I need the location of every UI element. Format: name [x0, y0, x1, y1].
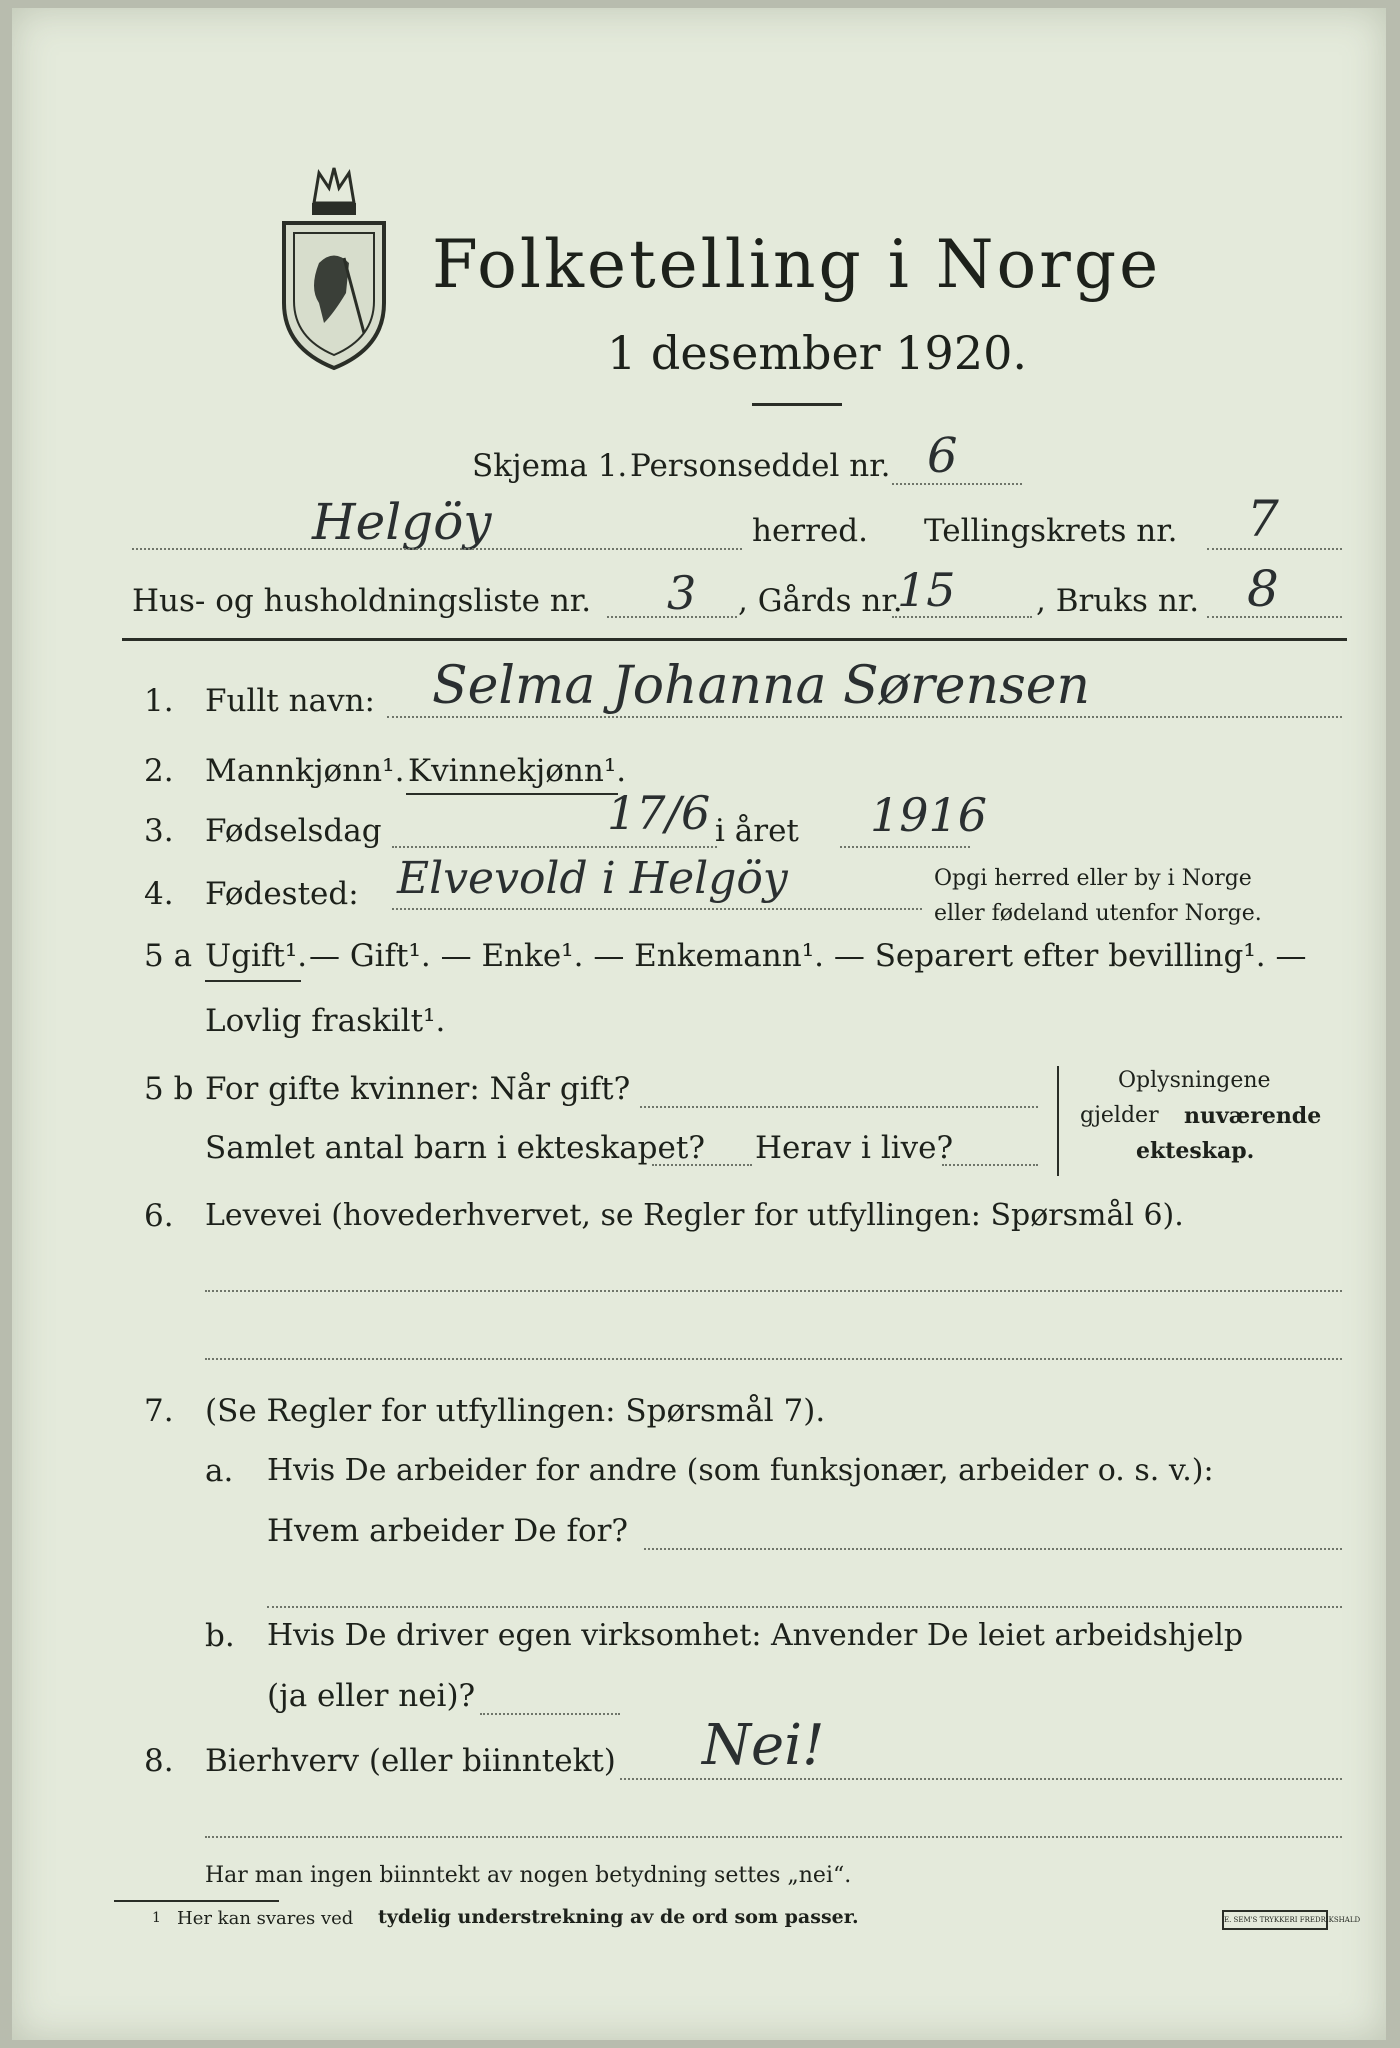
q5b-alive-line — [942, 1164, 1038, 1166]
husliste-value: 3 — [667, 566, 697, 620]
footnote-bold: tydelig understrekning av de ord som passer. — [378, 1906, 859, 1928]
q3-year-value: 1916 — [870, 788, 988, 842]
q3-value: 17/6 — [607, 786, 711, 840]
q7b-line — [480, 1713, 620, 1715]
q4-label: Fødested: — [205, 876, 359, 912]
q5b-children-label: Samlet antal barn i ekteskapet? — [205, 1130, 705, 1166]
gards-label: , Gårds nr. — [738, 583, 903, 619]
skjema-label: Skjema 1. — [472, 448, 628, 484]
q8-extra-line — [205, 1836, 1342, 1838]
q4-number: 4. — [144, 876, 174, 912]
form-date: 1 desember 1920. — [607, 326, 1027, 380]
footnote-rule — [114, 1900, 279, 1902]
q7b-label: Hvis De driver egen virksomhet: Anvender De leiet arbeidshjelp — [267, 1618, 1244, 1653]
q5a-number: 5 a — [144, 938, 193, 974]
personseddel-value: 6 — [927, 428, 958, 484]
herred-line — [132, 548, 742, 550]
q1-value: Selma Johanna Sørensen — [432, 656, 1091, 716]
footnote-pre: Her kan svares ved — [177, 1908, 354, 1929]
census-form — [12, 8, 1386, 2040]
q5b-alive-label: Herav i live? — [755, 1130, 954, 1166]
q4-value: Elvevold i Helgöy — [397, 853, 788, 904]
q4-line — [392, 908, 922, 910]
q7-label: (Se Regler for utfyllingen: Spørsmål 7). — [205, 1393, 826, 1429]
q5b-note-2a: gjelder — [1080, 1103, 1159, 1128]
title-divider — [752, 403, 842, 406]
q3-line — [392, 846, 717, 848]
husliste-line — [607, 616, 737, 618]
q5a-ugift: Ugift¹. — [205, 938, 308, 974]
q5b-note-3: ekteskap. — [1136, 1138, 1255, 1164]
q4-note-2: eller fødeland utenfor Norge. — [934, 901, 1262, 926]
bruks-value: 8 — [1247, 560, 1279, 618]
footer-note: Har man ingen biinntekt av nogen betydning settes „nei“. — [205, 1863, 852, 1888]
q7-number: 7. — [144, 1393, 174, 1429]
tellingskrets-line — [1207, 548, 1342, 550]
q6-line-1 — [205, 1290, 1342, 1292]
q3-number: 3. — [144, 813, 174, 849]
q5b-note-1: Oplysningene — [1118, 1068, 1271, 1093]
herred-label: herred. — [752, 513, 868, 549]
bruks-line — [1207, 616, 1342, 618]
q2-male: Mannkjønn¹. — [205, 753, 405, 789]
q5b-brace — [1057, 1066, 1059, 1176]
q7a-letter: a. — [205, 1453, 234, 1489]
q8-line — [620, 1778, 1342, 1780]
q8-value: Nei! — [702, 1713, 825, 1778]
q7a-line2: Hvem arbeider De for? — [267, 1513, 629, 1549]
q7a-label: Hvis De arbeider for andre (som funksjonær, arbeider o. s. v.): — [267, 1453, 1214, 1488]
header-rule — [122, 638, 1347, 641]
herred-value: Helgöy — [312, 493, 492, 551]
q5b-children-line — [652, 1164, 752, 1166]
q8-number: 8. — [144, 1743, 174, 1779]
q5b-label: For gifte kvinner: Når gift? — [205, 1071, 631, 1107]
q5b-number: 5 b — [144, 1071, 194, 1107]
q3-year-line — [840, 846, 970, 848]
q6-line-2 — [205, 1358, 1342, 1360]
q7b-line2: (ja eller nei)? — [267, 1678, 476, 1714]
q6-number: 6. — [144, 1198, 174, 1234]
q5a-ugift-underline — [205, 980, 301, 982]
q1-number: 1. — [144, 683, 174, 719]
q5a-options: — Gift¹. — Enke¹. — Enkemann¹. — Separert efter bevilling¹. — — [309, 938, 1307, 974]
q7a-extra-line — [267, 1606, 1342, 1608]
q3-year-label: i året — [715, 813, 799, 849]
bruks-label: , Bruks nr. — [1036, 583, 1200, 619]
q7b-letter: b. — [205, 1618, 235, 1654]
q2-female: Kvinnekjønn¹. — [408, 753, 627, 789]
q1-line — [387, 716, 1342, 718]
q1-label: Fullt navn: — [205, 683, 375, 719]
tellingskrets-value: 7 — [1247, 490, 1279, 548]
gards-line — [892, 616, 1032, 618]
q5a-line2: Lovlig fraskilt¹. — [205, 1003, 446, 1039]
footnote-mark: 1 — [152, 1910, 161, 1926]
gards-value: 15 — [897, 563, 956, 617]
q5b-married-line — [640, 1106, 1038, 1108]
printer-stamp: E. SEM'S TRYKKERI FREDRIKSHALD — [1222, 1910, 1328, 1930]
q6-label: Levevei (hovederhvervet, se Regler for utfyllingen: Spørsmål 6). — [205, 1198, 1184, 1233]
q8-label: Bierhverv (eller biinntekt) — [205, 1743, 616, 1779]
q2-female-underline — [406, 793, 618, 795]
q7a-line — [644, 1548, 1342, 1550]
coat-of-arms-icon — [274, 163, 394, 373]
personseddel-label: Personseddel nr. — [630, 448, 891, 484]
husliste-label: Hus- og husholdningsliste nr. — [132, 583, 592, 619]
q3-label: Fødselsdag — [205, 813, 382, 849]
q5b-note-2b: nuværende — [1184, 1103, 1322, 1129]
q4-note-1: Opgi herred eller by i Norge — [934, 866, 1252, 891]
personseddel-line — [892, 483, 1022, 485]
form-title: Folketelling i Norge — [432, 226, 1162, 303]
tellingskrets-label: Tellingskrets nr. — [924, 513, 1178, 549]
q2-number: 2. — [144, 753, 174, 789]
